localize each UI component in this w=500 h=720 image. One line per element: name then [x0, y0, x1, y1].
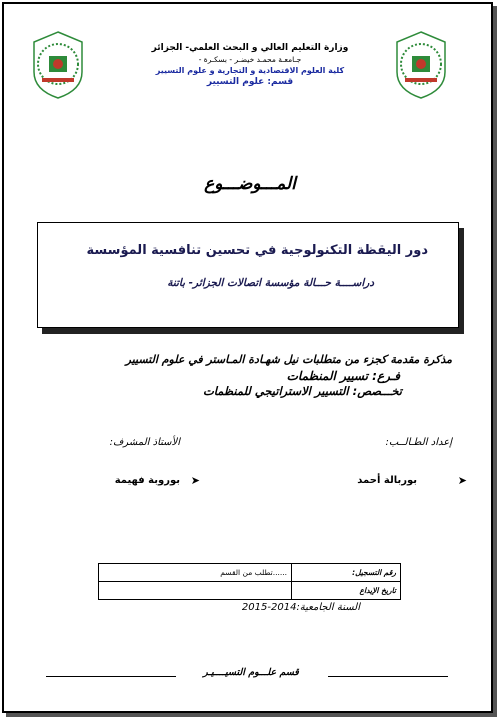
- table-row: [99, 582, 401, 600]
- thesis-specialty: تخـــصص: التسيير الاستراتيجي للمنظمات: [202, 384, 402, 398]
- registration-number-label: رقم التسجيل:: [292, 564, 401, 582]
- thesis-branch: فـرع: تسيير المنظمات: [286, 369, 400, 383]
- footer-divider-left: [46, 676, 176, 677]
- university-logo-left-icon: [30, 30, 86, 100]
- table-row: [99, 564, 401, 582]
- university-logo-right-icon: [393, 30, 449, 100]
- deposit-date-value: [99, 582, 292, 600]
- supervisor-name: بوروبة فهيمة: [114, 475, 180, 486]
- student-name: بوربالة أحمد: [357, 475, 417, 486]
- footer-department: قسم علـــوم التسيــــيـر: [203, 667, 299, 678]
- registration-table: [98, 563, 401, 600]
- thesis-description: مذكرة مقدمة كجزء من متطلبات نيل شهـادة المـاستر في علوم التسيير: [125, 353, 452, 366]
- subject-heading: المـــوضـــوع: [204, 174, 296, 194]
- ministry-name: وزارة التعليم العالي و البحث العلمي- الجزائر: [151, 43, 349, 53]
- bullet-arrow-icon: ➤: [190, 474, 200, 487]
- faculty-name: كلية العلوم الاقتصادية و التجارية و علوم التسيير: [155, 66, 345, 75]
- student-label: إعداد الطـالــب:: [385, 437, 452, 448]
- thesis-title: دور اليقظة التكنولوجية في تحسين تنافسية المؤسسة: [86, 243, 428, 258]
- supervisor-label: الأستاذ المشرف:: [109, 437, 180, 448]
- academic-year: السنة الجامعية:2014-2015: [241, 602, 360, 613]
- deposit-date-label: تاريخ الإيداع: [292, 582, 401, 600]
- footer-divider-right: [328, 676, 448, 677]
- title-box: [37, 222, 459, 328]
- case-study-subtitle: دراســــة حـــالة مؤسسة اتصالات الجزائر- باتنة: [167, 277, 374, 289]
- university-name: جـامعـة محمـد خيضـر - بسكـرة -: [198, 55, 302, 64]
- department-name: قسم: علوم التسيير: [206, 77, 294, 87]
- registration-number-value: ......تطلب من القسم: [99, 564, 292, 582]
- bullet-arrow-icon: ➤: [457, 474, 467, 487]
